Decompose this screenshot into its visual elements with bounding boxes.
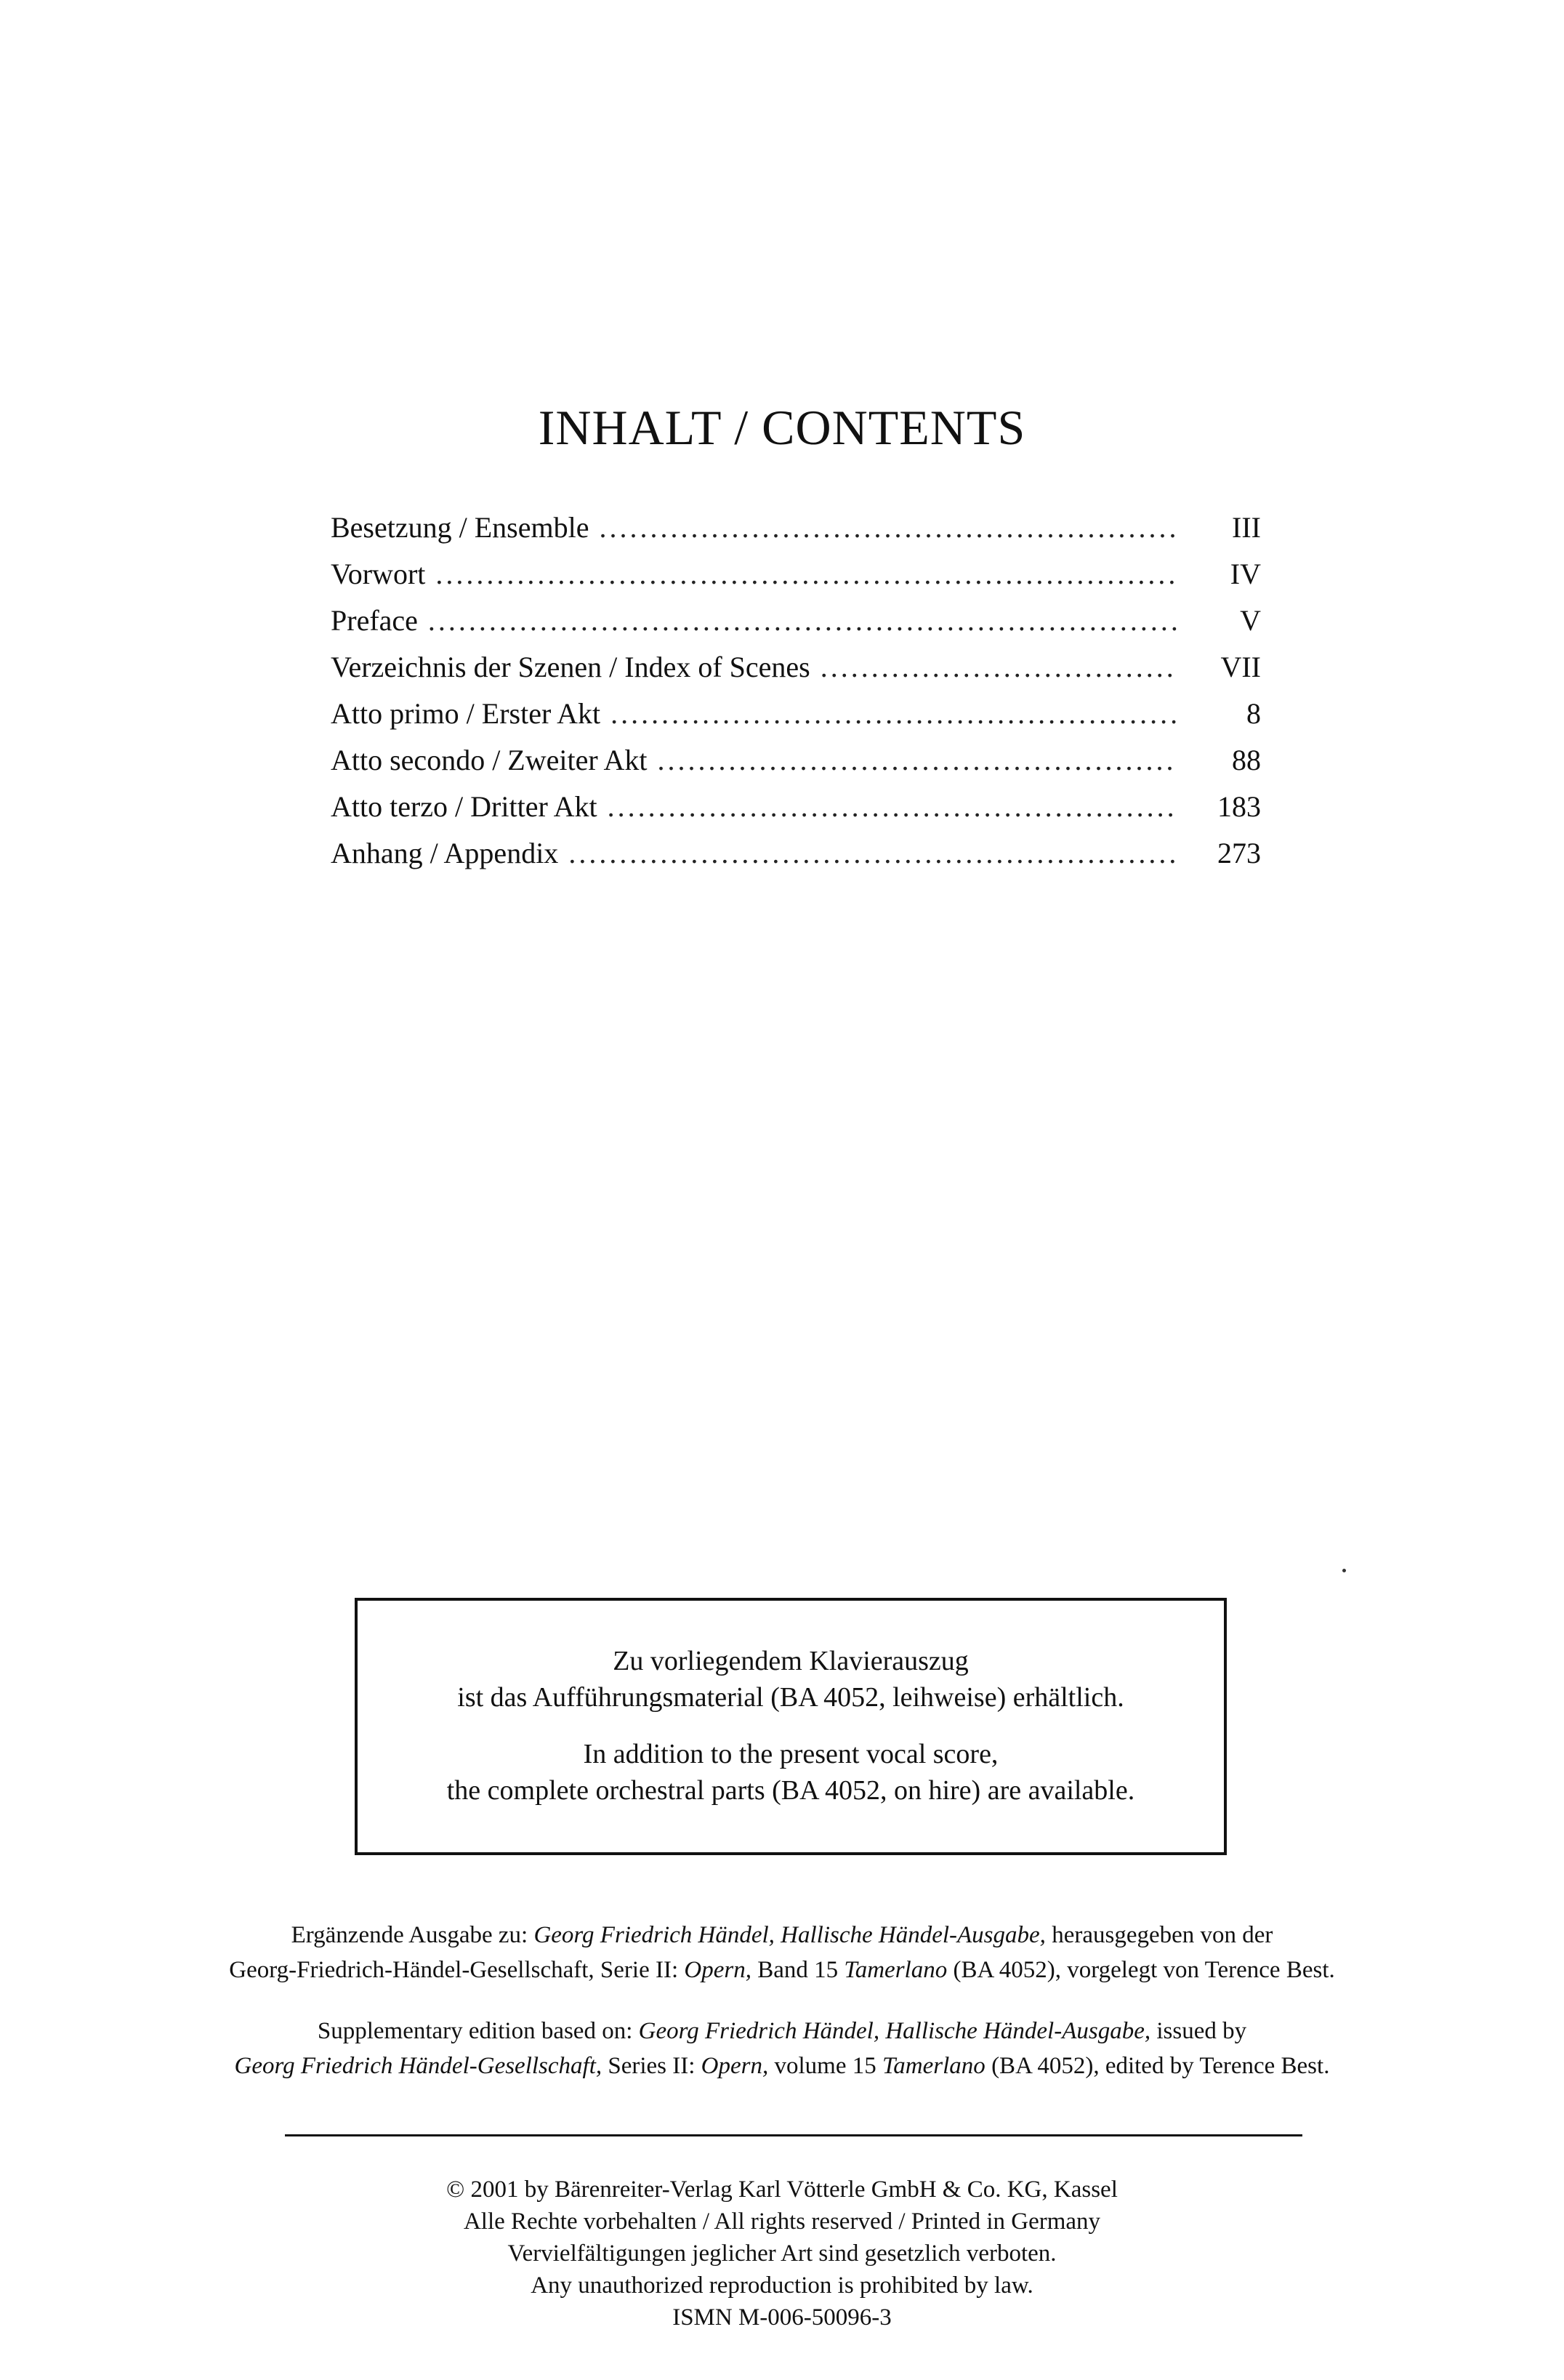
dot-leader [610, 691, 1178, 737]
edition-en-line2-a: Series II: [602, 2053, 701, 2079]
toc-entry-label: Anhang / Appendix [331, 837, 559, 869]
toc-entry-label: Besetzung / Ensemble [331, 511, 589, 544]
edition-en-mid: issued by [1150, 2018, 1247, 2044]
edition-en-society: Georg Friedrich Händel-Gesellschaft, [234, 2053, 602, 2079]
edition-de-prefix: Ergänzende Ausgabe zu: [291, 1922, 534, 1948]
toc-entry [331, 551, 1261, 598]
copyright-line-4: Any unauthorized reproduction is prohibited by law. [531, 2272, 1033, 2299]
toc-entry-page: III [1232, 511, 1261, 544]
dot-leader [568, 830, 1178, 877]
toc-entry [331, 691, 1261, 737]
dot-leader [657, 737, 1178, 784]
notice-de-line-2: ist das Aufführungsmaterial (BA 4052, leihweise) erhältlich. [457, 1682, 1124, 1713]
toc-entry-page: VII [1220, 651, 1261, 683]
notice-german [358, 1643, 1224, 1716]
toc-entry-page: IV [1230, 558, 1261, 590]
copyright-line-2: Alle Rechte vorbehalten / All rights reserved / Printed in Germany [463, 2208, 1101, 2235]
toc-entry-page: 183 [1217, 790, 1261, 823]
edition-de-title: Tamerlano [844, 1957, 948, 1983]
toc-entry-label: Atto primo / Erster Akt [331, 697, 601, 730]
edition-de-line-2 [0, 1953, 1564, 1987]
notice-en-line-2: the complete orchestral parts (BA 4052, on hire) are available. [446, 1775, 1135, 1806]
edition-en-opern: Opern, [701, 2053, 769, 2079]
edition-de-line2-c: (BA 4052), vorgelegt von Terence Best. [947, 1957, 1335, 1983]
edition-de-line2-a: Georg-Friedrich-Händel-Gesellschaft, Serie II: [229, 1957, 685, 1983]
toc-entry-label: Preface [331, 604, 418, 637]
dot-leader [821, 644, 1178, 691]
edition-en-line-2 [0, 2049, 1564, 2083]
edition-en-line2-c: (BA 4052), edited by Terence Best. [985, 2053, 1330, 2079]
edition-de-line2-b: Band 15 [751, 1957, 845, 1983]
toc-entry-label: Verzeichnis der Szenen / Index of Scenes [331, 651, 810, 683]
edition-de-opern: Opern, [684, 1957, 751, 1983]
toc-entry [331, 784, 1261, 830]
toc-entry [331, 598, 1261, 644]
rental-notice-box [355, 1598, 1227, 1855]
dot-leader [435, 551, 1178, 598]
page-title: INHALT / CONTENTS [538, 400, 1026, 455]
edition-note-german [0, 1918, 1564, 1987]
toc-entry [331, 644, 1261, 691]
isbn-line: ISMN M-006-50096-3 [672, 2304, 892, 2331]
divider-rule [285, 2134, 1302, 2136]
dot-leader [599, 504, 1178, 551]
table-of-contents [331, 504, 1261, 877]
toc-entry-label: Vorwort [331, 558, 426, 590]
toc-entry-page: 273 [1217, 837, 1261, 869]
edition-en-title: Tamerlano [882, 2053, 985, 2079]
edition-en-line2-b: volume 15 [768, 2053, 882, 2079]
toc-entry-page: V [1240, 604, 1261, 637]
edition-en-prefix: Supplementary edition based on: [317, 2018, 639, 2044]
toc-entry-label: Atto secondo / Zweiter Akt [331, 744, 648, 776]
edition-en-work: Georg Friedrich Händel, Hallische Händel-Ausgabe, [638, 2018, 1151, 2044]
print-speck [1342, 1569, 1346, 1572]
edition-de-work: Georg Friedrich Händel, Hallische Händel-Ausgabe, [533, 1922, 1046, 1948]
toc-entry [331, 830, 1261, 877]
copyright-line-3: Vervielfältigungen jeglicher Art sind gesetzlich verboten. [507, 2240, 1057, 2267]
notice-de-line-1: Zu vorliegendem Klavierauszug [613, 1646, 969, 1676]
toc-entry-page: 88 [1232, 744, 1261, 776]
notice-en-line-1: In addition to the present vocal score, [583, 1739, 999, 1769]
edition-de-line-1 [0, 1918, 1564, 1953]
toc-entry-label: Atto terzo / Dritter Akt [331, 790, 597, 823]
dot-leader [428, 598, 1178, 644]
notice-english [358, 1736, 1224, 1809]
edition-en-line-1 [0, 2014, 1564, 2049]
toc-entry [331, 504, 1261, 551]
toc-entry [331, 737, 1261, 784]
dot-leader [608, 784, 1178, 830]
copyright-block [0, 2174, 1564, 2333]
toc-entry-page: 8 [1246, 697, 1261, 730]
copyright-line-1: © 2001 by Bärenreiter-Verlag Karl Vötterle GmbH & Co. KG, Kassel [446, 2176, 1118, 2203]
edition-note-english [0, 2014, 1564, 2083]
edition-de-mid: herausgegeben von der [1045, 1922, 1273, 1948]
